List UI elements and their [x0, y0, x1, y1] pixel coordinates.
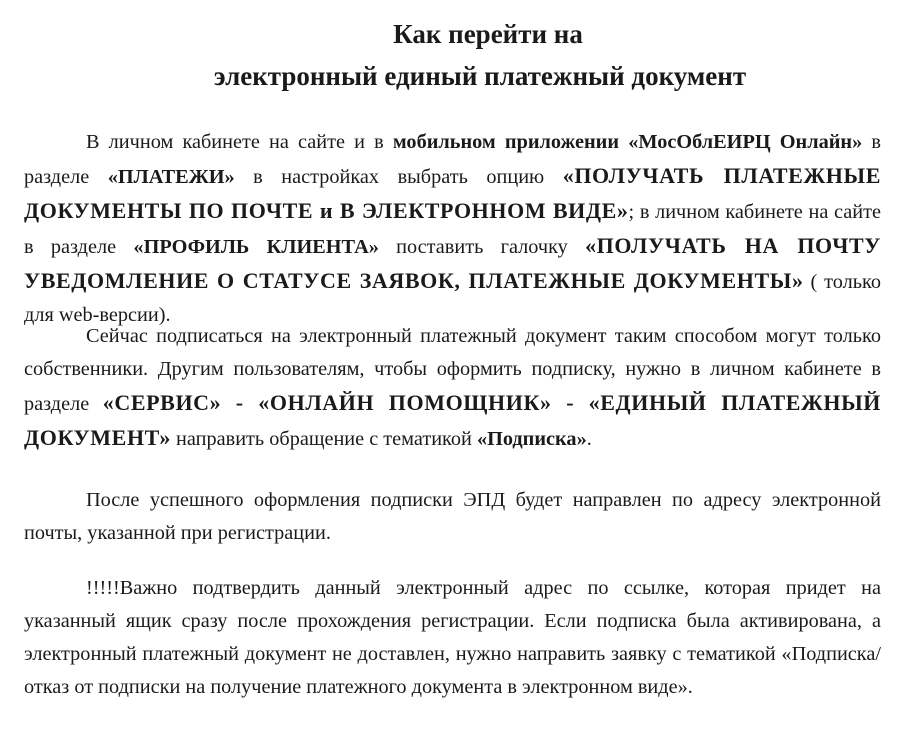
para1-text-6: ( только для web-версии). — [24, 271, 881, 326]
para2-bold-subscription: «Подписка» — [476, 428, 587, 450]
para1-text-2: в разделе — [24, 131, 881, 188]
para4-text: !!!!!Важно подтвердить данный электронный адрес по ссылке, которая придет на указанный ящик сразу после прохождения регистрации. Если подписка была активирована, а электронный платежный документ не доставлен, нужно направить заявку с тематикой «Подписка/отказ от подписки на получение платежного документа в электронном виде». — [24, 577, 881, 698]
para1-text-4: ; в личном кабинете на сайте в разделе — [24, 201, 881, 258]
para2-text-2: направить обращение с тематикой — [170, 428, 477, 450]
para1-bold-checkbox: «ПОЛУЧАТЬ НА ПОЧТУ УВЕДОМЛЕНИЕ О СТАТУСЕ ЗАЯВОК, ПЛАТЕЖНЫЕ ДОКУМЕНТЫ» — [24, 233, 881, 293]
title-line-2: электронный единый платежный документ — [213, 61, 747, 91]
para1-bold-app: мобильном приложении «МосОблЕИРЦ Онлайн» — [392, 131, 863, 153]
para1-bold-option: «ПОЛУЧАТЬ ПЛАТЕЖНЫЕ ДОКУМЕНТЫ ПО ПОЧТЕ и В ЭЛЕКТРОННОМ ВИДЕ» — [24, 163, 881, 223]
para3-text: После успешного оформления подписки ЭПД будет направлен по адресу электронной почты, указанной при регистрации. — [24, 489, 881, 544]
para1-bold-payments: «ПЛАТЕЖИ» — [107, 166, 235, 188]
paragraph-owners — [24, 320, 881, 456]
paragraph-important — [24, 572, 881, 704]
para2-bold-service: «СЕРВИС» - «ОНЛАЙН ПОМОЩНИК» - «ЕДИНЫЙ ПЛАТЕЖНЫЙ ДОКУМЕНТ» — [24, 390, 881, 450]
para2-text-3: . — [586, 428, 592, 450]
para1-text-5: поставить галочку — [378, 236, 586, 258]
paragraph-instructions — [24, 126, 881, 332]
title-line-1: Как перейти на — [393, 19, 583, 49]
para1-bold-profile: «ПРОФИЛЬ КЛИЕНТА» — [133, 236, 379, 258]
para1-text-3: в настройках выбрать опцию — [234, 166, 563, 188]
paragraph-delivery — [24, 484, 881, 550]
para2-text-1: Сейчас подписаться на электронный платежный документ таким способом могут только собственники. Другим пользователям, чтобы оформить подписку, нужно в личном кабинете в разделе — [24, 325, 881, 415]
para1-text-1: В личном кабинете на сайте и в — [86, 131, 393, 153]
